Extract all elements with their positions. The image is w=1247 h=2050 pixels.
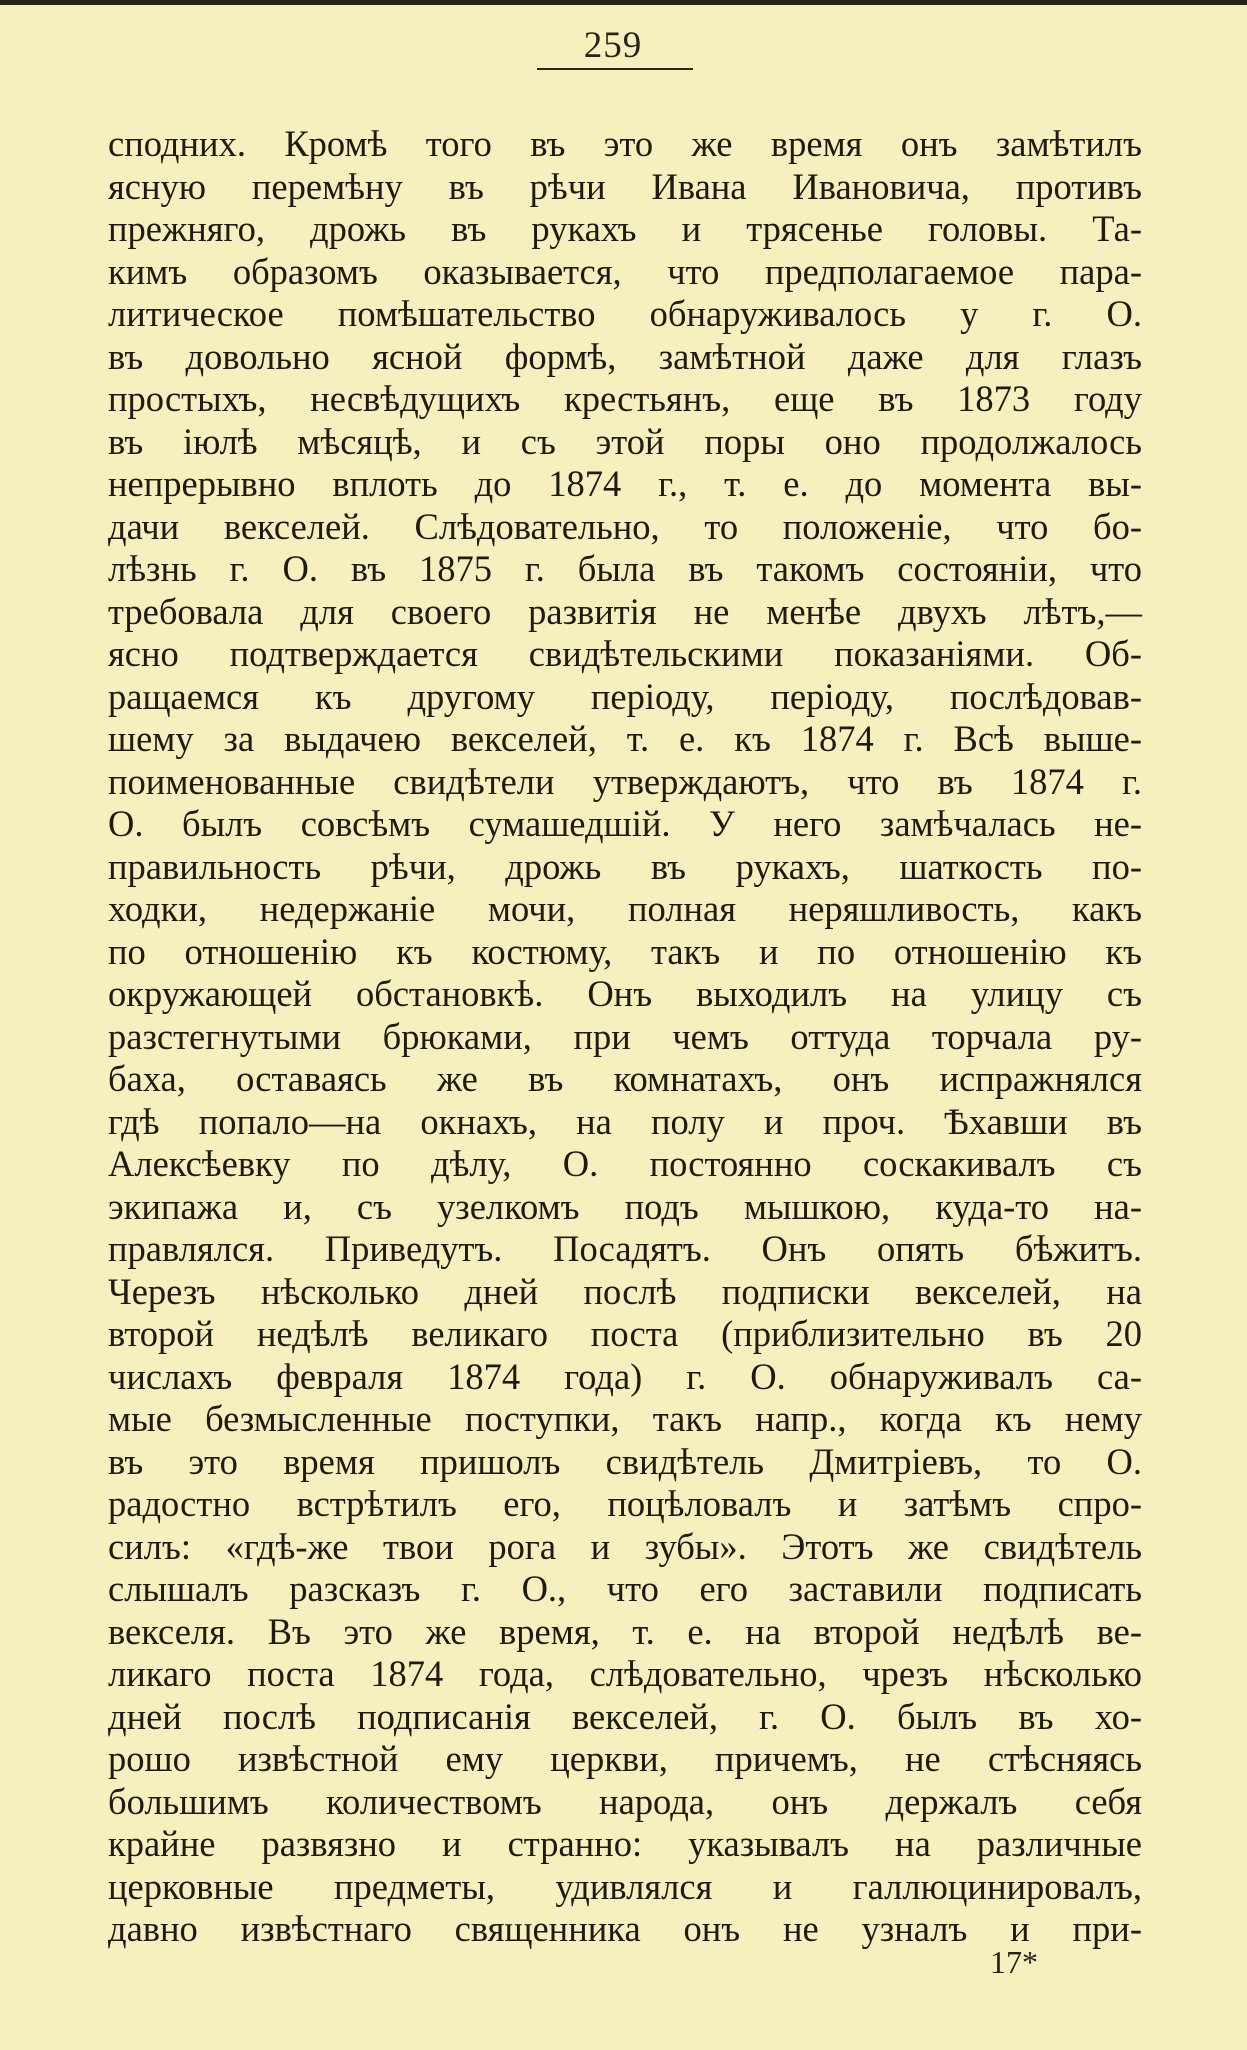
text-line: ликаго поста 1874 года, слѣдовательно, чрезъ нѣсколько [108,1653,1142,1694]
text-line: литическое помѣшательство обнаруживалось у г. О. [108,293,1142,334]
text-line: радостно встрѣтилъ его, поцѣловалъ и затѣмъ спро- [108,1483,1142,1524]
text-line: экипажа и, съ узелкомъ подъ мышкою, куда-то на- [108,1185,1142,1227]
text-line: давно извѣстнаго священника онъ не узналъ и при- [108,1908,1142,1949]
text-line: правлялся. Приведутъ. Посадятъ. Онъ опять бѣжитъ. [108,1228,1142,1269]
text-line: поименованные свидѣтели утверждаютъ, что въ 1874 г. [108,760,1142,802]
text-line: ходки, недержаніе мочи, полная неряшливость, какъ [108,888,1142,929]
text-line: крайне развязно и странно: указывалъ на различные [108,1823,1142,1864]
text-line: шему за выдачею векселей, т. е. къ 1874 г. Всѣ выше- [108,718,1142,759]
text-line: векселя. Въ это же время, т. е. на второй недѣлѣ ве- [108,1610,1142,1652]
page-top-edge [0,0,1247,5]
text-line: простыхъ, несвѣдущихъ крестьянъ, еще въ 1873 году [108,378,1142,419]
text-line: по отношенію къ костюму, такъ и по отношенію къ [108,930,1142,972]
text-line: окружающей обстановкѣ. Онъ выходилъ на улицу съ [108,973,1142,1014]
text-line: дачи векселей. Слѣдовательно, то положеніе, что бо- [108,505,1142,547]
text-line: ясно подтверждается свидѣтельскими показаніями. Об- [108,633,1142,674]
text-line: кимъ образомъ оказывается, что предполагаемое пара- [108,250,1142,292]
text-line: числахъ февраля 1874 года) г. О. обнаруживалъ са- [108,1355,1142,1397]
text-line: Алексѣевку по дѣлу, О. постоянно соскакивалъ съ [108,1143,1142,1184]
text-line: ращаемся къ другому періоду, періоду, послѣдовав- [108,675,1142,717]
text-line: прежняго, дрожь въ рукахъ и трясенье головы. Та- [108,208,1142,249]
body-text [108,123,1142,1951]
text-line: дней послѣ подписанія векселей, г. О. былъ въ хо- [108,1695,1142,1737]
text-line: ясную перемѣну въ рѣчи Ивана Ивановича, противъ [108,165,1142,207]
text-line: Черезъ нѣсколько дней послѣ подписки векселей, на [108,1270,1142,1312]
text-line: разстегнутыми брюками, при чемъ оттуда торчала ру- [108,1015,1142,1057]
page-number-rule [537,68,693,70]
text-line: слышалъ разсказъ г. О., что его заставили подписать [108,1568,1142,1609]
text-line: второй недѣлѣ великаго поста (приблизительно въ 20 [108,1313,1142,1354]
text-line: сподних. Кромѣ того въ это же время онъ замѣтилъ [108,123,1142,164]
signature-mark: 17* [990,1944,1038,1980]
text-line: лѣзнь г. О. въ 1875 г. была въ такомъ состояніи, что [108,548,1142,589]
text-line: правильность рѣчи, дрожь въ рукахъ, шаткость по- [108,845,1142,887]
page-number: 259 [583,25,643,66]
text-line: гдѣ попало—на окнахъ, на полу и проч. Ѣхавши въ [108,1100,1142,1142]
text-line: О. былъ совсѣмъ сумашедшій. У него замѣчалась не- [108,803,1142,844]
text-line: въ довольно ясной формѣ, замѣтной даже для глазъ [108,335,1142,377]
text-line: баха, оставаясь же въ комнатахъ, онъ испражнялся [108,1058,1142,1099]
text-line: въ іюлѣ мѣсяцѣ, и съ этой поры оно продолжалось [108,420,1142,462]
text-line: требовала для своего развитія не менѣе двухъ лѣтъ,— [108,590,1142,632]
text-line: непрерывно вплоть до 1874 г., т. е. до момента вы- [108,463,1142,504]
text-line: силъ: «гдѣ-же твои рога и зубы». Этотъ же свидѣтель [108,1525,1142,1567]
text-line: въ это время пришолъ свидѣтель Дмитріевъ, то О. [108,1440,1142,1482]
text-line: рошо извѣстной ему церкви, причемъ, не стѣсняясь [108,1738,1142,1779]
text-line: мые безмысленные поступки, такъ напр., когда къ нему [108,1398,1142,1439]
text-line: церковные предметы, удивлялся и галлюцинировалъ, [108,1865,1142,1907]
text-line: большимъ количествомъ народа, онъ держалъ себя [108,1780,1142,1822]
